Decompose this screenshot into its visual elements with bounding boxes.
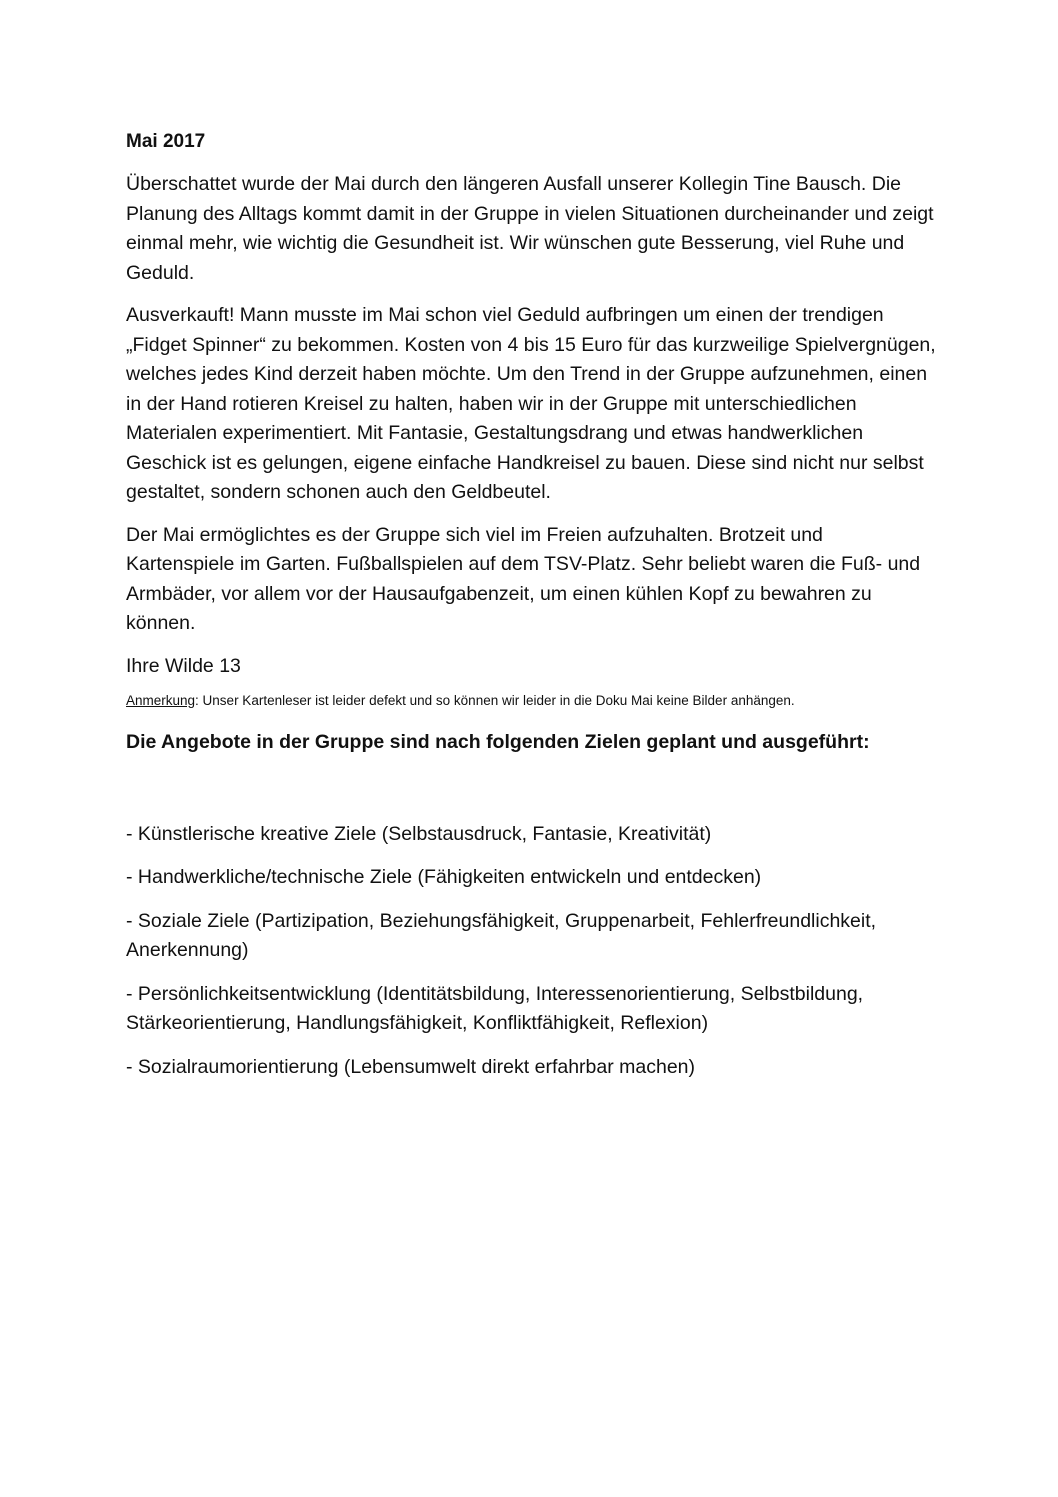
goal-item-technical: - Handwerkliche/technische Ziele (Fähigkeiten entwickeln und entdecken) [126,866,762,888]
goals-heading: Die Angebote in der Gruppe sind nach folgenden Zielen geplant und ausgeführt: [126,730,870,753]
note-text: : Unser Kartenleser ist leider defekt und so können wir leider in die Doku Mai keine Bilder anhängen. [195,692,795,708]
goal-item-personality: - Persönlichkeitsentwicklung (Identitätsbildung, Interessenorientierung, Selbstbildung, Stärkeorientierung, Handlungsfähigkeit, Konfliktfähigkeit, Reflexion) [126,982,864,1034]
document-title: Mai 2017 [126,131,206,152]
paragraph-fidget-spinner: Ausverkauft! Mann musste im Mai schon viel Geduld aufbringen um einen der trendigen „Fidget Spinner“ zu bekommen. Kosten von 4 bis 15 Euro für das kurzweilige Spielvergnügen, welches jedes Kind derzeit haben möchte. Um den Trend in der Gruppe aufzunehmen, einen in der Hand rotieren Kreisel zu halten, haben wir in der Gruppe mit unterschiedlichen Materialen experimentiert. Mit Fantasie, Gestaltungsdrang und etwas handwerklichen Geschick ist es gelungen, eigene einfache Handkreisel zu bauen. Diese sind nicht nur selbst gestaltet, sondern schonen auch den Geldbeutel. [126,304,936,503]
paragraph-outdoors: Der Mai ermöglichtes es der Gruppe sich viel im Freien aufzuhalten. Brotzeit und Kartenspiele im Garten. Fußballspielen auf dem TSV-Platz. Sehr beliebt waren die Fuß- und Armbäder, vor allem vor der Hausaufgabenzeit, um einen kühlen Kopf zu bewahren zu können. [126,523,921,634]
goal-item-social: - Soziale Ziele (Partizipation, Beziehungsfähigkeit, Gruppenarbeit, Fehlerfreundlichkeit, Anerkennung) [126,909,877,961]
paragraph-absence: Überschattet wurde der Mai durch den längeren Ausfall unserer Kollegin Tine Bausch. Die Planung des Alltags kommt damit in der Gruppe in vielen Situationen durcheinander und zeigt einmal mehr, wie wichtig die Gesundheit ist. Wir wünschen gute Besserung, viel Ruhe und Geduld. [126,173,934,284]
note [126,692,936,710]
goal-item-social-space: - Sozialraumorientierung (Lebensumwelt direkt erfahrbar machen) [126,1055,696,1078]
goal-item-artistic: - Künstlerische kreative Ziele (Selbstausdruck, Fantasie, Kreativität) [126,822,712,845]
signoff: Ihre Wilde 13 [126,654,241,677]
note-label: Anmerkung [126,692,196,708]
document-page [126,128,936,1096]
